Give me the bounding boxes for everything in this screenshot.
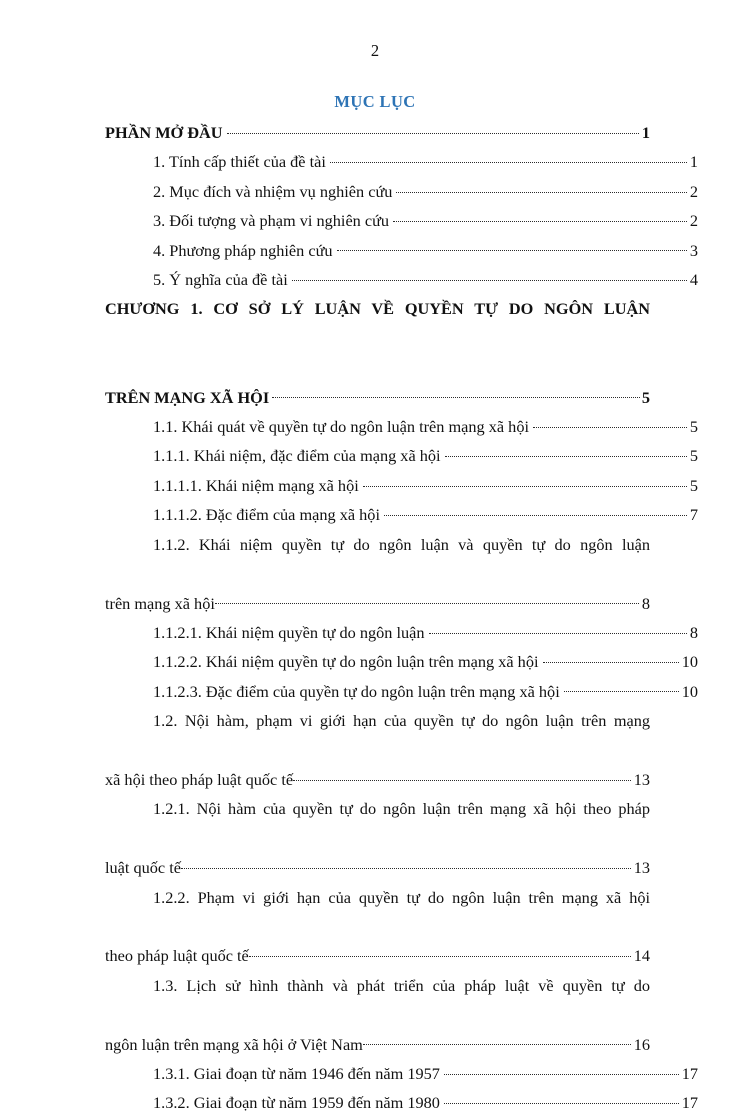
toc-entry[interactable]: [105, 618, 698, 647]
page-number: 2: [370, 41, 380, 60]
toc-entry-page-number: 5: [641, 387, 650, 407]
toc-dot-leader: [363, 475, 687, 491]
toc-entry[interactable]: [105, 471, 698, 500]
toc-entry[interactable]: [105, 118, 650, 147]
toc-dot-leader: [564, 680, 679, 696]
toc-entry-title: 1.1.2.1. Khái niệm quyền tự do ngôn luận: [153, 622, 425, 642]
toc-entry-title: 1. Tính cấp thiết của đề tài: [153, 152, 326, 172]
toc-entry[interactable]: [105, 1088, 698, 1117]
toc-dot-leader: [363, 1033, 631, 1049]
toc-entry-page-number: 3: [689, 240, 698, 260]
toc-entry[interactable]: [105, 147, 698, 176]
toc-entry-title: PHẦN MỞ ĐẦU: [105, 123, 223, 142]
toc-dot-leader: [533, 416, 687, 432]
toc-entry-page-number: 8: [689, 622, 698, 642]
toc-entry[interactable]: [105, 971, 650, 1059]
toc-entry-page-number: 17: [681, 1093, 698, 1113]
toc-entry[interactable]: [105, 265, 698, 294]
toc-dot-leader: [444, 1063, 679, 1079]
toc-entry-title-line: 1.2.2. Phạm vi giới hạn của quyền tự do ngôn luận trên mạng xã hội: [153, 887, 650, 907]
toc-entry-title-line: 1.3. Lịch sử hình thành và phát triển của pháp luật về quyền tự do: [153, 975, 650, 995]
toc-entry-page-number: 5: [689, 417, 698, 437]
toc-dot-leader: [249, 945, 631, 961]
toc-entry-title: 1.1.1.1. Khái niệm mạng xã hội: [153, 475, 359, 495]
toc-dot-leader: [293, 769, 631, 785]
toc-entry[interactable]: [105, 706, 650, 794]
toc-dot-leader: [444, 1092, 679, 1108]
toc-dot-leader: [445, 445, 687, 461]
toc-entry[interactable]: [105, 206, 698, 235]
toc-entry-last-line: [105, 765, 650, 794]
toc-entry[interactable]: [105, 412, 698, 441]
toc-entry-title: 1.1.1.2. Đặc điểm của mạng xã hội: [153, 505, 380, 525]
toc-entry-page-number: 14: [633, 946, 650, 966]
toc-entry[interactable]: [105, 500, 698, 529]
toc-entry[interactable]: [105, 441, 698, 470]
toc-entry-title: luật quốc tế: [105, 858, 181, 878]
toc-entry-title: 1.1. Khái quát về quyền tự do ngôn luận trên mạng xã hội: [153, 417, 529, 437]
toc-entry[interactable]: [105, 294, 650, 412]
toc-entry-page-number: 5: [689, 475, 698, 495]
table-of-contents: [105, 118, 698, 1118]
toc-entry-title: xã hội theo pháp luật quốc tế: [105, 769, 294, 789]
toc-entry-title: 1.3.1. Giai đoạn từ năm 1946 đến năm 1957: [153, 1064, 440, 1083]
toc-entry-title-line: 1.1.2. Khái niệm quyền tự do ngôn luận và quyền tự do ngôn luận: [153, 534, 650, 554]
toc-entry-title-line: 1.2.1. Nội hàm của quyền tự do ngôn luận trên mạng xã hội theo pháp: [153, 799, 650, 819]
toc-entry-title: 1.1.2.2. Khái niệm quyền tự do ngôn luận trên mạng xã hội: [153, 652, 539, 672]
toc-dot-leader: [215, 592, 639, 608]
toc-dot-leader: [292, 269, 687, 285]
toc-entry-page-number: 7: [689, 505, 698, 525]
toc-dot-leader: [393, 210, 687, 226]
toc-entry-last-line: [105, 1030, 650, 1059]
toc-entry-last-line: [105, 589, 650, 618]
toc-entry-title: 2. Mục đích và nhiệm vụ nghiên cứu: [153, 181, 393, 201]
toc-entry-page-number: 1: [689, 152, 698, 172]
toc-entry-page-number: 13: [633, 858, 650, 878]
toc-entry[interactable]: [105, 647, 698, 676]
toc-entry-title: trên mạng xã hội: [105, 593, 215, 613]
toc-entry-title: 1.1.1. Khái niệm, đặc điểm của mạng xã hội: [153, 446, 441, 466]
toc-entry-title: 4. Phương pháp nghiên cứu: [153, 240, 333, 260]
toc-entry-title: 3. Đối tượng và phạm vi nghiên cứu: [153, 211, 390, 231]
toc-dot-leader: [181, 857, 631, 873]
toc-entry[interactable]: [105, 794, 650, 882]
toc-dot-leader: [227, 122, 639, 138]
toc-entry-page-number: 13: [633, 769, 650, 789]
toc-entry-page-number: 1: [641, 123, 650, 142]
toc-entry-title-line: CHƯƠNG 1. CƠ SỞ LÝ LUẬN VỀ QUYỀN TỰ DO NGÔN LUẬN: [105, 299, 650, 319]
toc-entry-last-line: [105, 853, 650, 882]
toc-entry-page-number: 10: [681, 681, 698, 701]
toc-entry-title-line: 1.2. Nội hàm, phạm vi giới hạn của quyền tự do ngôn luận trên mạng: [153, 711, 650, 731]
toc-entry-page-number: 5: [689, 446, 698, 466]
toc-dot-leader: [429, 622, 687, 638]
toc-entry[interactable]: [105, 530, 650, 618]
toc-entry-page-number: 16: [633, 1034, 650, 1054]
toc-entry-page-number: 10: [681, 652, 698, 672]
toc-dot-leader: [396, 181, 686, 197]
toc-dot-leader: [330, 151, 687, 167]
toc-entry-last-line: [105, 383, 650, 412]
toc-entry[interactable]: [105, 177, 698, 206]
toc-entry-title: theo pháp luật quốc tế: [105, 946, 249, 966]
toc-entry-page-number: 2: [689, 181, 698, 201]
toc-dot-leader: [272, 386, 640, 402]
toc-entry[interactable]: [105, 883, 650, 971]
toc-entry-title: 1.3.2. Giai đoạn từ năm 1959 đến năm 1980: [153, 1093, 440, 1113]
toc-entry-title: TRÊN MẠNG XÃ HỘI: [105, 387, 270, 407]
toc-entry-page-number: 17: [681, 1064, 698, 1083]
toc-dot-leader: [337, 239, 687, 255]
toc-entry-title: 5. Ý nghĩa của đề tài: [153, 270, 288, 290]
toc-entry-last-line: [105, 941, 650, 970]
toc-entry-title: 1.1.2.3. Đặc điểm của quyền tự do ngôn luận trên mạng xã hội: [153, 681, 560, 701]
toc-dot-leader: [543, 651, 679, 667]
toc-entry[interactable]: [105, 1059, 698, 1088]
page-title: MỤC LỤC: [334, 92, 416, 111]
toc-entry[interactable]: [105, 677, 698, 706]
toc-entry-page-number: 8: [641, 593, 650, 613]
toc-dot-leader: [384, 504, 687, 520]
toc-entry-title: ngôn luận trên mạng xã hội ở Việt Nam: [105, 1034, 363, 1054]
toc-entry[interactable]: [105, 236, 698, 265]
toc-entry-page-number: 2: [689, 211, 698, 231]
toc-entry-page-number: 4: [689, 270, 698, 290]
